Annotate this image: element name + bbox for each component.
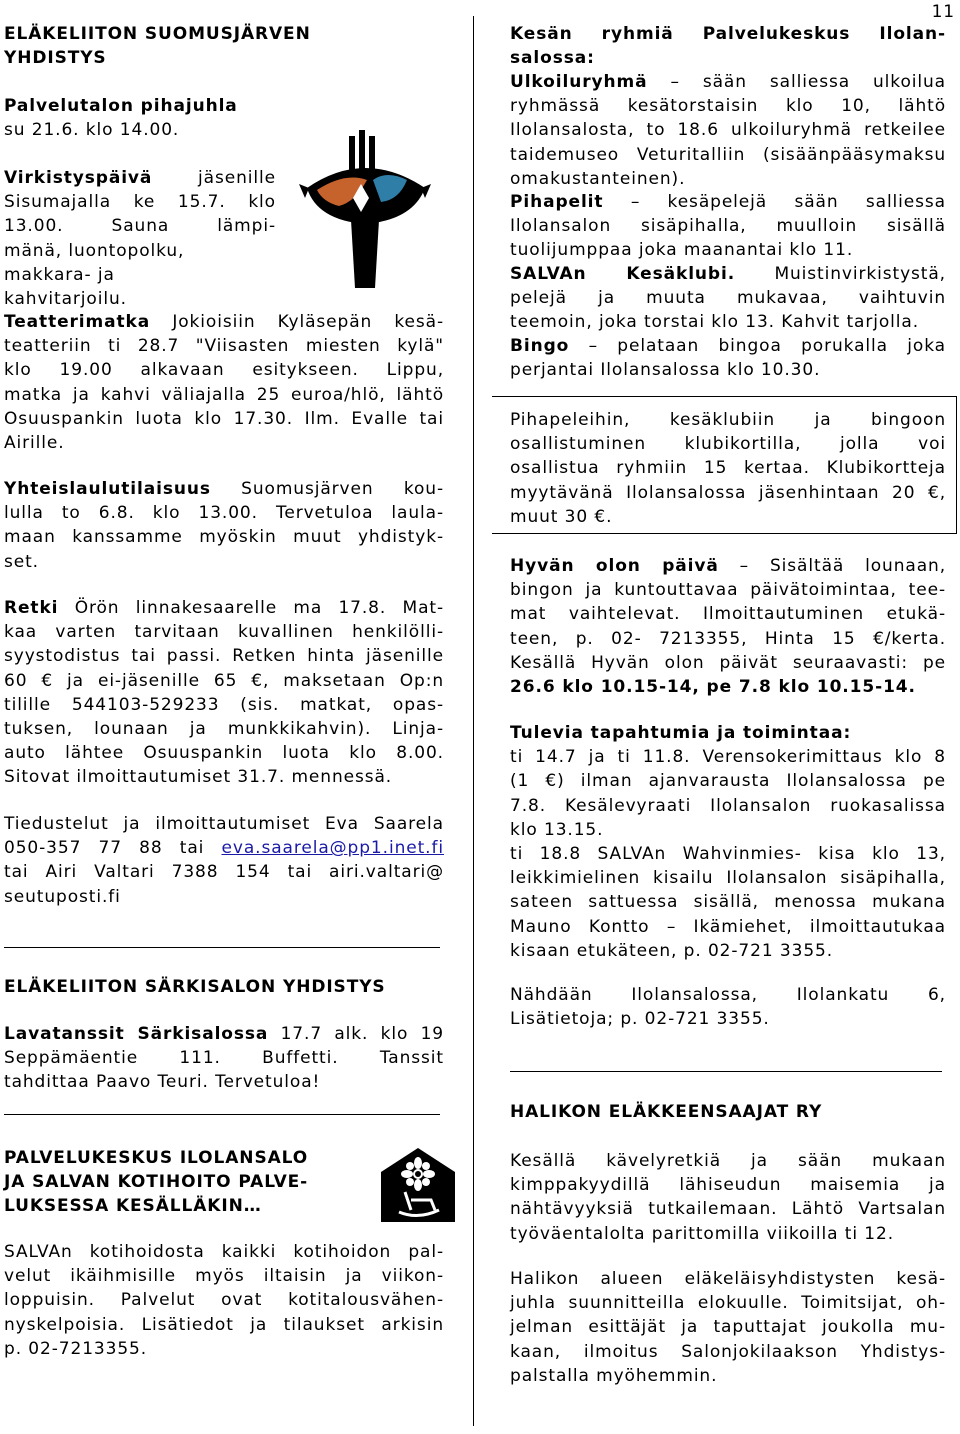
lavatanssit-notice: Lavatanssit Särkisalossa 17.7 alk. klo 19 Seppämäentie 111. Buffetti. Tanssit tahdittaa Paavo Teuri. Tervetuloa!	[4, 1024, 444, 1093]
yhteislaulu-notice: Yhteislaulutilaisuus Suomusjärven kou- lulla to 6.8. klo 13.00. Tervetuloa laula- maan kanssamme myöskin muut yhdistyk- set.	[4, 479, 444, 572]
virkistyspaiva-notice: Virkistyspäivä jäsenille Sisumajalla ke 15.7. klo 13.00. Sauna lämpi- mänä, luontopolku, makkara- ja kahvitarjoilu.	[4, 168, 276, 310]
salvan-kotihoito-text: SALVAn kotihoidosta kaikki kotihoidon pal- velut ikäihmisille myös iltaisin ja viikon- loppuisin. Palvelut ovat kotitalousvähen- nyskelpoisia. Lisätiedot ja tilaukset arkisin p. 02-7213355.	[4, 1242, 444, 1359]
bingo-notice: Bingo – pelataan bingoa porukalla joka perjantai Ilolansalossa klo 10.30.	[510, 336, 946, 381]
retki-notice: Retki Örön linnakesaarelle ma 17.8. Mat- kaa varten tarvitaan kuvallinen henkilölli- syystodistus tai passi. Retken hinta jäsenille 60 € ja ei-jäsenille 65 €, maksetaan Op:n tilille 544103-529233 (sis. matkat, opas- tuksen, lounaan ja munkkikahvin). Linja- auto lähtee Osuuspankin luota klo 8.00. Sitovat ilmoittautumiset 31.7. mennessä.	[4, 598, 444, 788]
nahdaan-text: Nähdään Ilolansalossa, Ilolankatu 6, Lisätietoja; p. 02-721 3355.	[510, 985, 946, 1030]
column-divider	[473, 16, 474, 1426]
klubikortti-info-box	[492, 396, 957, 534]
tiedustelut-contact: Tiedustelut ja ilmoittautumiset Eva Saarela 050-357 77 88 tai eva.saarela@pp1.inet.fi tai Airi Valtari 7388 154 tai airi.valtari@ seutuposti.fi	[4, 814, 444, 907]
pihapelit-notice: Pihapelit – kesäpelejä sään salliessa Ilolansalon sisäpihalla, muulloin sisällä tuolijumppaa joka maanantai klo 11.	[510, 192, 946, 261]
kesan-ryhmia-heading: Kesän ryhmiä Palvelukeskus Ilolan- salossa:	[510, 24, 946, 69]
pihajuhla-notice: Palvelutalon pihajuhla su 21.6. klo 14.00.	[4, 96, 238, 141]
section-separator	[510, 1071, 942, 1072]
page-number: 11	[931, 2, 955, 22]
klubikortti-box-text: Pihapeleihin, kesäklubiin ja bingoon osallistuminen klubikortilla, jolla voi osallistua ryhmiin 15 kertaa. Klubikortteja myytävänä Ilolansalossa jäsenhintaan 20 €, muut 30 €.	[510, 410, 946, 527]
teatterimatka-notice: Teatterimatka Jokioisiin Kyläsepän kesä- teatteriin ti 28.7 "Viisasten miesten kylä" klo 19.00 alkavaan esitykseen. Lippu, matka ja kahvi väliajalla 25 euroa/hlö, lähtö Osuuspankin luota klo 17.30. Ilm. Evalle tai Airille.	[4, 312, 444, 454]
stylized-figure-illustration	[295, 128, 435, 288]
sarkisalo-heading: ELÄKELIITON SÄRKISALON YHDISTYS	[4, 977, 386, 997]
section-separator	[4, 947, 440, 948]
halikko-paragraph-2: Halikon alueen eläkeläisyhdistysten kesä- juhla suunnitteilla elokuulle. Toimitsijat, oh- jelman esittäjät ja taputtajat joukolla mu- kaan, ilmoitus Salonjokilaakson Yhdistys- palstalla myöhemmin.	[510, 1269, 946, 1386]
section-separator	[4, 1114, 440, 1115]
email-link[interactable]: eva.saarela@pp1.inet.fi	[221, 838, 444, 859]
halikko-paragraph-1: Kesällä kävelyretkiä ja sään mukaan kimppakyydillä lähiseudun maisemia ja nähtävyyksiä tutkailemaan. Lähtö Vartsalan työväentalolta parittomilla viikoilla ti 12.	[510, 1151, 946, 1244]
tulevia-tapahtumia: Tulevia tapahtumia ja toimintaa: ti 14.7 ja ti 11.8. Verensokerimittaus klo 8 (1 €) ilman ajanvarausta Ilolansalossa pe 7.8. Kesälevyraati Ilolansalon ruokasalissa klo 13.15. ti 18.8 SALVAn Wahvinmies- kisa klo 13, leikkimielinen kisailu Ilolansalon sisäpihalla, sateen sattuessa sisällä, menossa mukana Mauno Kontto – Ikämiehet, ilmoittautukaa kisaan etukäteen, p. 02-721 3355.	[510, 723, 946, 961]
ulkoiluryhma-notice: Ulkoiluryhmä – sään salliessa ulkoilua ryhmässä kesätorstaisin klo 10, lähtö Ilolansalosta, to 18.6 ulkoiluryhmä retkeilee taidemuseo Veturitalliin (sisäänpääsymaksu omakustanteinen).	[510, 72, 946, 189]
halikko-heading: HALIKON ELÄKKEENSAAJAT RY	[510, 1102, 823, 1122]
hyvan-olon-paiva-notice: Hyvän olon päivä – Sisältää lounaan, bingon ja kuntouttavaa päivätoimintaa, tee- mat vaihtelevat. Ilmoittautuminen etukä- teen, p. 02- 7213355, Hinta 15 €/kerta. Kesällä Hyvän olon päivät seuraavasti: pe 26.6 klo 10.15-14, pe 7.8 klo 10.15-14.	[510, 556, 947, 698]
kesaklubi-notice: SALVAn Kesäklubi. Muistinvirkistystä, pelejä ja muuta mukavaa, vaihtuvin teemoin, joka torstai klo 13. Kahvit tarjolla.	[510, 264, 946, 333]
suomusjarvi-heading: ELÄKELIITON SUOMUSJÄRVEN YHDISTYS	[4, 24, 311, 69]
palvelukeskus-heading: PALVELUKESKUS ILOLANSALO JA SALVAN KOTIHOITO PALVE- LUKSESSA KESÄLLÄKIN…	[4, 1148, 309, 1217]
